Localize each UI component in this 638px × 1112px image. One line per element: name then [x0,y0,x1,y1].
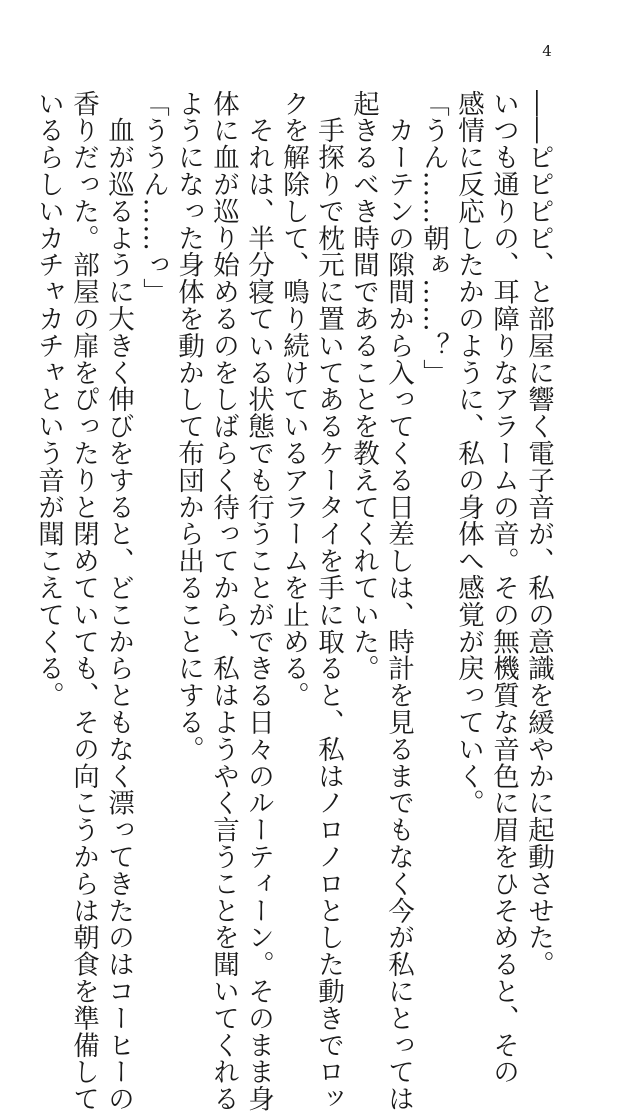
text-line: 「うん……朝ぁ……？」 [418,90,449,386]
text-line: いるらしいカチャカチャという音が聞こえてくる。 [33,90,64,709]
text-line: ――ピピピピ、と部屋に響く電子音が、私の意識を緩やかに起動させた。 [523,90,554,978]
page-number: 4 [542,42,552,60]
text-line: カーテンの隙間から入ってくる日差しは、時計を見るまでもなく今が私にとっては [383,90,414,1112]
text-line: 起きるべき時間であることを教えてくれていた。 [348,90,379,682]
text-line: 感情に反応したかのように、私の身体へ感覚が戻っていく。 [453,90,484,817]
text-line: 手探りで枕元に置いてあるケータイを手に取ると、私はノロノロとした動きでロッ [313,90,344,1112]
text-line: いつも通りの、耳障りなアラームの音。その無機質な音色に眉をひそめると、その [488,90,519,1086]
text-line: ようになった身体を動かして布団から出ることにする。 [173,90,204,763]
text-line: 「ううん……っ」 [138,90,169,306]
text-line: それは、半分寝ている状態でも行うことができる日々のルーティーン。そのまま身 [243,90,274,1112]
text-line: 血が巡るように大きく伸びをすると、どこからともなく漂ってきたのはコーヒーの [103,90,134,1112]
vertical-text-body [33,90,556,1112]
text-line: クを解除して、鳴り続けているアラームを止める。 [278,90,309,709]
text-line: 体に血が巡り始めるのをしばらく待ってから、私はようやく言うことを聞いてくれる [208,90,239,1112]
text-line: 香りだった。部屋の扉をぴったりと閉めていても、その向こうからは朝食を準備して [68,90,99,1112]
